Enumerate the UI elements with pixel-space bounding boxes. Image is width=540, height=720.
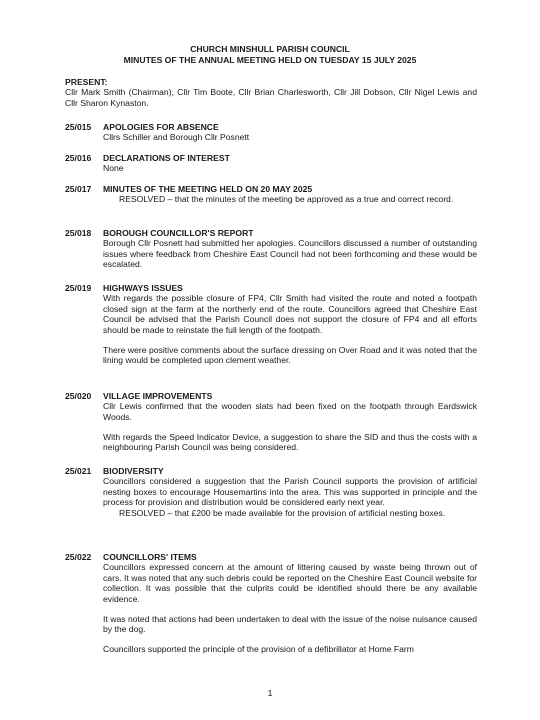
item-number: 25/018 (65, 228, 92, 238)
council-name: CHURCH MINSHULL PARISH COUNCIL (190, 44, 350, 54)
item-title: BOROUGH COUNCILLOR'S REPORT (103, 228, 254, 238)
present-attendees: Cllr Mark Smith (Chairman), Cllr Tim Boote, Cllr Brian Charlesworth, Cllr Jill Dobson, Cllr Nigel Lewis and Cllr Sharon Kynaston. (65, 87, 477, 108)
item-title: BIODIVERSITY (103, 466, 164, 476)
item-number: 25/016 (65, 153, 92, 163)
item-text: None (103, 163, 124, 174)
item-number: 25/015 (65, 122, 92, 132)
item-text: It was noted that actions had been undertaken to deal with the issue of the noise nuisance caused by the dog. (103, 613, 477, 634)
item-number: 25/020 (65, 391, 92, 401)
item-text: Cllr Lewis confirmed that the wooden slats had been fixed on the footpath through Eardswick Woods. (103, 401, 477, 422)
item-text: With regards the Speed Indicator Device, a suggestion to share the SID and thus the costs with a neighbouring Parish Council was being considered. (103, 431, 477, 453)
minute-item-25-022 (65, 552, 477, 654)
item-title: VILLAGE IMPROVEMENTS (103, 391, 213, 401)
item-number: 25/017 (65, 184, 92, 194)
item-text: Councillors supported the principle of the provision of a defibrillator at Home Farm (103, 643, 414, 654)
item-text: There were positive comments about the surface dressing on Over Road and it was noted that the lining would be completed upon clement weather. (103, 344, 477, 365)
item-title: COUNCILLORS' ITEMS (103, 552, 197, 562)
minute-item-25-020 (65, 391, 477, 453)
present-section (65, 77, 477, 108)
item-number: 25/022 (65, 552, 92, 562)
minutes-title: MINUTES OF THE ANNUAL MEETING HELD ON TUESDAY 15 JULY 2025 (123, 54, 417, 65)
minute-item-25-016 (65, 153, 477, 174)
minute-item-25-018 (65, 228, 477, 270)
page-number: 1 (267, 688, 273, 698)
item-number: 25/019 (65, 283, 92, 293)
minute-item-25-021 (65, 466, 477, 518)
item-title: MINUTES OF THE MEETING HELD ON 20 MAY 2025 (103, 184, 313, 194)
item-text: With regards the possible closure of FP4, Cllr Smith had visited the route and noted a footpath closed sign at the farm at the northerly end of the route. Councillors agreed that Cheshire East Council be advised that the Parish Council does not support the closure of FP4 and all efforts should be made to reinstate the full length of the footpath. (103, 293, 477, 335)
item-text: Cllrs Schiller and Borough Cllr Posnett (103, 132, 250, 143)
minute-item-25-019 (65, 283, 477, 365)
item-text: Councillors considered a suggestion that the Parish Council supports the provision of artificial nesting boxes to encourage Housemartins into the area. This was supported in principle and the process for provision and distribution would be considered early next year. (103, 476, 477, 508)
item-title: HIGHWAYS ISSUES (103, 283, 183, 293)
item-title: DECLARATIONS OF INTEREST (103, 153, 230, 163)
item-title: APOLOGIES FOR ABSENCE (103, 122, 219, 132)
resolution-text: RESOLVED – that the minutes of the meeting be approved as a true and correct record. (119, 194, 454, 205)
document-header (0, 44, 540, 65)
item-text: Councillors expressed concern at the amount of littering caused by waste being thrown out of cars. It was noted that any such debris could be reported on the Cheshire East Council website for collection. It was possible that the culprits could be identified should there be any available evidence. (103, 562, 477, 604)
minute-item-25-017 (65, 184, 477, 205)
resolution-text: RESOLVED – that £200 be made available for the provision of artificial nesting boxes. (119, 507, 446, 518)
item-text: Borough Cllr Posnett had submitted her apologies. Councillors discussed a number of outstanding issues where feedback from Cheshire East Council had not been forthcoming and these would be escalated. (103, 238, 477, 270)
minute-item-25-015 (65, 122, 477, 143)
item-number: 25/021 (65, 466, 92, 476)
present-heading: PRESENT: (65, 77, 108, 87)
